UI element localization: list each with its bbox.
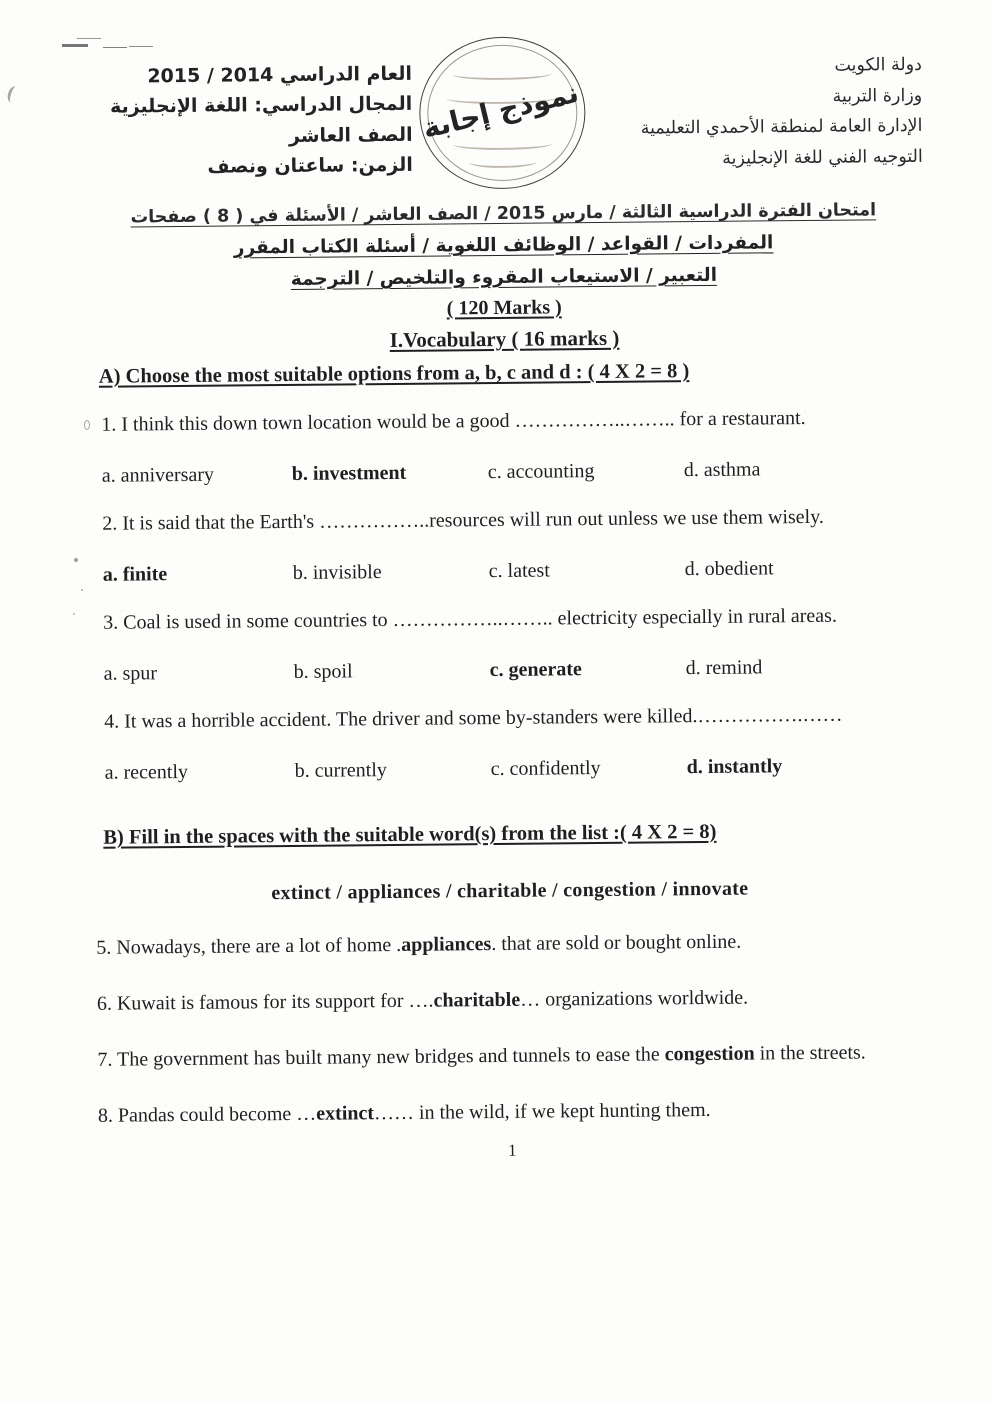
grade-line: الصف العاشر xyxy=(288,123,413,147)
option-d: d. obedient xyxy=(684,557,774,581)
question-6-post: … organizations worldwide. xyxy=(520,986,749,1011)
question-8-pre: 8. Pandas could become … xyxy=(97,1102,317,1127)
question-8-post: …… in the wild, if we kept hunting them. xyxy=(373,1098,711,1125)
question-7-pre: 7. The government has built many new bridges and tunnels to ease the xyxy=(97,1043,665,1071)
question-6 xyxy=(91,982,921,1019)
question-7-answer: congestion xyxy=(664,1042,755,1066)
question-4 xyxy=(88,700,929,785)
question-3-options xyxy=(88,655,928,686)
part-b-title: B) Fill in the spaces with the suitable word(s) from the list :( 4 X 2 = 8) xyxy=(103,820,717,849)
question-2-text: 2. It is said that the Earth's ……………..resources will run out unless we use them wisely. xyxy=(102,505,824,535)
question-5 xyxy=(90,926,920,963)
question-2 xyxy=(86,502,927,587)
option-b: b. invisible xyxy=(292,561,382,584)
answer-model-stamp: نموذج إجابة xyxy=(419,75,582,145)
part-b-section xyxy=(89,819,932,1131)
question-7 xyxy=(91,1038,921,1075)
header-course-block xyxy=(82,59,413,184)
question-6-pre: 6. Kuwait is famous for its support for …. xyxy=(96,989,434,1015)
option-b: b. investment xyxy=(291,461,407,485)
question-1 xyxy=(85,403,926,488)
question-6-answer: charitable xyxy=(433,988,521,1012)
option-c: c. confidently xyxy=(490,756,601,781)
question-3-text: 3. Coal is used in some countries to ……………..…….. electricity especially in rural areas. xyxy=(103,604,838,634)
exam-topics-line-1: المفردات / القواعد / الوظائف اللغوية / أسئلة الكتاب المقرر xyxy=(233,232,774,259)
option-d: d. instantly xyxy=(686,755,783,779)
option-a: a. recently xyxy=(104,760,189,784)
district-line: الإدارة العامة لمنطقة الأحمدي التعليمية xyxy=(640,116,923,139)
question-8 xyxy=(92,1094,922,1131)
option-a: a. anniversary xyxy=(101,463,215,487)
question-5-pre: 5. Nowadays, there are a lot of home . xyxy=(96,933,402,959)
question-5-answer: appliances xyxy=(401,933,492,956)
question-8-answer: extinct xyxy=(316,1102,375,1125)
option-b: b. spoil xyxy=(293,660,353,683)
state-line: دولة الكويت xyxy=(834,54,923,76)
ministry-line: وزارة التربية xyxy=(832,85,923,107)
time-line: الزمن: ساعتان ونصف xyxy=(207,153,413,178)
vocabulary-section-title: I.Vocabulary ( 16 marks ) xyxy=(389,325,620,353)
option-c: c. accounting xyxy=(487,460,595,484)
option-d: d. remind xyxy=(685,656,763,680)
option-d: d. asthma xyxy=(683,458,761,482)
exam-topics-line-2: التعبير / الاستيعاب المقروء والتلخيص / الترجمة xyxy=(290,264,718,290)
question-1-text: 1. I think this down town location would be a good ……………..…….. for a restaurant. xyxy=(101,407,806,436)
academic-year-line: العام الدراسي 2014 / 2015 xyxy=(147,62,413,88)
option-a: a. spur xyxy=(103,662,158,685)
question-7-post: in the streets. xyxy=(754,1041,866,1065)
total-marks: ( 120 Marks ) xyxy=(446,296,562,320)
question-4-text: 4. It was a horrible accident. The driver and some by-standers were killed.…………….…… xyxy=(104,703,843,733)
question-4-options xyxy=(89,754,929,785)
subject-line: المجال الدراسي: اللغة الإنجليزية xyxy=(109,93,413,119)
part-a-section xyxy=(85,358,929,785)
question-2-options xyxy=(87,556,927,587)
question-3 xyxy=(87,601,928,686)
supervision-line: التوجيه الفني للغة الإنجليزية xyxy=(722,146,923,169)
option-c: c. generate xyxy=(489,658,582,682)
school-seal xyxy=(416,33,590,193)
part-a-title: A) Choose the most suitable options from a, b, c and d : ( 4 X 2 = 8 ) xyxy=(98,360,690,388)
exam-header xyxy=(82,24,924,196)
page-number: 1 xyxy=(507,1140,517,1160)
option-c: c. latest xyxy=(488,559,550,583)
option-b: b. currently xyxy=(294,759,387,782)
word-bank: extinct / appliances / charitable / congestion / innovate xyxy=(271,877,749,905)
header-ministry-block xyxy=(592,50,923,176)
question-5-post: . that are sold or bought online. xyxy=(491,930,742,956)
question-1-options xyxy=(86,457,926,488)
exam-session-line: امتحان الفترة الدراسية الثالثة / مارس 2015 / الصف العاشر / الأسئلة في ( 8 ) صفحات xyxy=(130,200,877,228)
option-a: a. finite xyxy=(102,563,168,586)
